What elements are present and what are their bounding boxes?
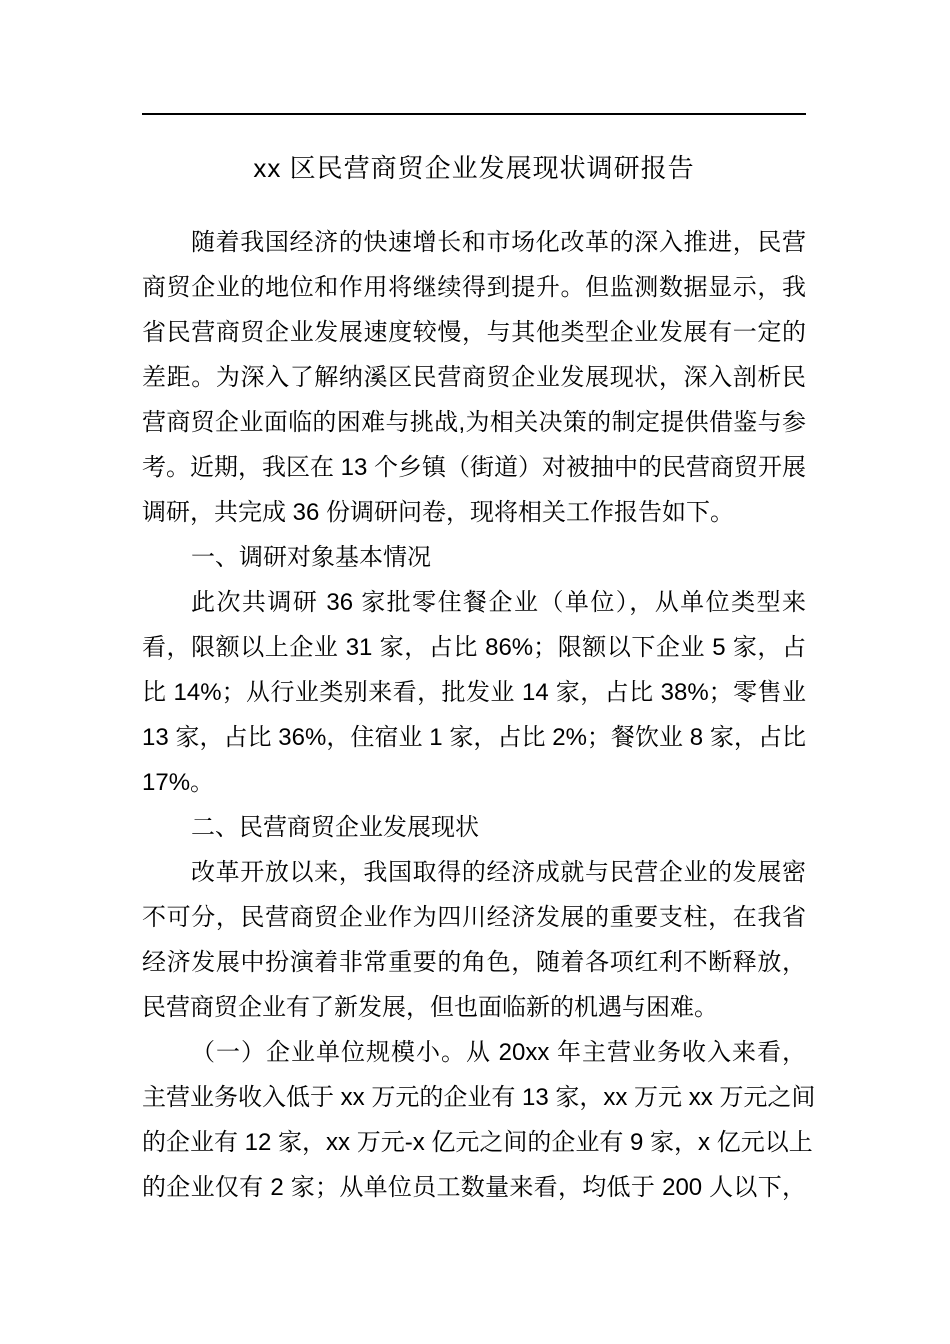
text-line: 13 家，占比 36%，住宿业 1 家，占比 2%；餐饮业 8 家，占比 xyxy=(142,724,806,751)
text-line: 营商贸企业面临的困难与挑战,为相关决策的制定提供借鉴与参 xyxy=(142,409,806,436)
heading-line: 二、民营商贸企业发展现状 xyxy=(191,814,479,841)
text-line: 17%。 xyxy=(142,769,215,796)
text-line: 不可分，民营商贸企业作为四川经济发展的重要支柱，在我省 xyxy=(142,904,806,931)
page-title: xx 区民营商贸企业发展现状调研报告 xyxy=(253,153,695,183)
text-line: 考。近期，我区在 13 个乡镇（街道）对被抽中的民营商贸开展 xyxy=(142,454,807,481)
text-line: 的企业有 12 家，xx 万元-x 亿元之间的企业有 9 家，x 亿元以上 xyxy=(142,1129,813,1156)
section-heading-2 xyxy=(142,805,806,850)
text-line: 改革开放以来，我国取得的经济成就与民营企业的发展密 xyxy=(191,859,806,886)
text-line: 民营商贸企业有了新发展，但也面临新的机遇与困难。 xyxy=(142,994,718,1021)
text-line: 的企业仅有 2 家；从单位员工数量来看，均低于 200 人以下， xyxy=(142,1174,806,1201)
text-line: 比 14%；从行业类别来看，批发业 14 家，占比 38%；零售业 xyxy=(142,679,806,706)
text-line: （一）企业单位规模小。从 20xx 年主营业务收入来看， xyxy=(191,1039,806,1066)
text-line: 商贸企业的地位和作用将继续得到提升。但监测数据显示，我 xyxy=(142,274,806,301)
text-line: 随着我国经济的快速增长和市场化改革的深入推进，民营 xyxy=(191,229,806,256)
section-heading-1 xyxy=(142,535,806,580)
paragraph-development-status xyxy=(142,850,806,1030)
text-line: 看，限额以上企业 31 家，占比 86%；限额以下企业 5 家，占 xyxy=(142,634,806,661)
text-line: 差距。为深入了解纳溪区民营商贸企业发展现状，深入剖析民 xyxy=(142,364,806,391)
text-line: 省民营商贸企业发展速度较慢，与其他类型企业发展有一定的 xyxy=(142,319,806,346)
document-body xyxy=(142,220,816,1210)
paragraph-survey-basics xyxy=(142,580,806,805)
text-line: 主营业务收入低于 xx 万元的企业有 13 家，xx 万元 xx 万元之间 xyxy=(142,1084,816,1111)
text-line: 此次共调研 36 家批零住餐企业（单位），从单位类型来 xyxy=(191,589,806,616)
heading-line: 一、调研对象基本情况 xyxy=(191,544,431,571)
paragraph-enterprise-scale xyxy=(142,1030,816,1210)
paragraph-intro xyxy=(142,220,806,535)
text-line: 调研，共完成 36 份调研问卷，现将相关工作报告如下。 xyxy=(142,499,735,526)
text-line: 经济发展中扮演着非常重要的角色，随着各项红利不断释放， xyxy=(142,949,806,976)
header-divider-line xyxy=(142,113,806,115)
